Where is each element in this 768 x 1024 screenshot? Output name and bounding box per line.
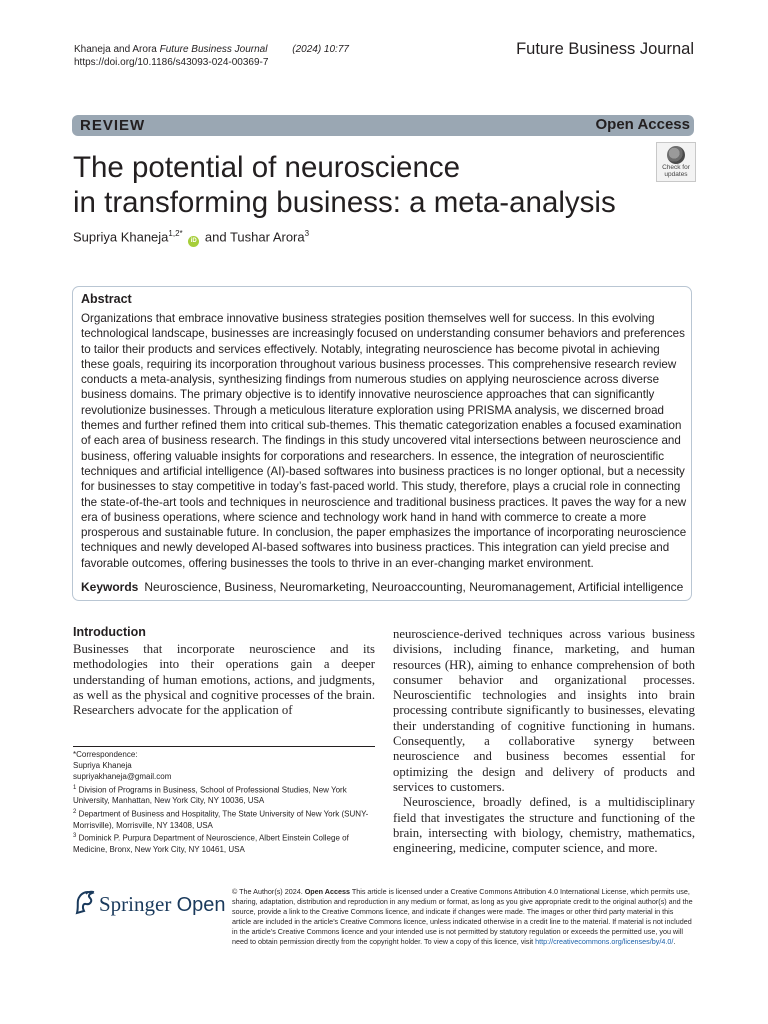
intro-paragraph-1: Businesses that incorporate neuroscience and its methodologies into their operations gain a deeper understanding of human emotions, actions, and judgments, as well as the physical and cognitive processes of the brain. Researchers advocate for the application of <box>73 642 375 718</box>
header-year-volume: (2024) 10:77 <box>292 44 349 55</box>
correspondence-email[interactable]: supriyakhaneja@gmail.com <box>73 772 172 782</box>
keywords-list: Neuroscience, Business, Neuromarketing, Neuroaccounting, Neuromanagement, Artificial intelligence <box>144 580 684 594</box>
springer-open-wordmark: Springer Open <box>99 892 226 916</box>
footnote-divider <box>73 746 375 747</box>
journal-name: Future Business Journal <box>516 40 694 58</box>
license-text: © The Author(s) 2024. Open Access This article is licensed under a Creative Commons Attribution 4.0 International License, which permits use, sharing, adaptation, distribution and reproduction in any medium or format, as long as you give appropriate credit to the original author(s) and the source, provide a link to the Creative Commons licence, and indicate if changes were made. The images or other third party material in this article are included in the article’s Creative Commons licence, unless indicated otherwise in a credit line to the material. If material is not included in the article’s Creative Commons licence and your intended use is not permitted by statutory regulation or exceeds the permitted use, you will need to obtain permission directly from the copyright holder. To view a copy of this licence, visit http://creativecommons.org/licenses/by/4.0/. <box>232 887 693 946</box>
footnotes <box>73 749 375 855</box>
keywords-label: Keywords <box>81 580 139 594</box>
body-column-right <box>393 627 695 856</box>
author-1-affiliations: 1,2* <box>168 229 183 238</box>
title-line-2: in transforming business: a meta-analysis <box>73 186 616 219</box>
license-open-access: Open Access <box>304 887 350 896</box>
correspondence-label: *Correspondence: <box>73 750 138 759</box>
open-access-label: Open Access <box>595 116 690 133</box>
intro-paragraph-2: Neuroscience, broadly defined, is a multidisciplinary field that investigates the structure and functioning of the brain, intersecting with biology, chemistry, mathematics, engineering, medicine, computer science, and more. <box>393 795 695 856</box>
keywords <box>81 580 687 594</box>
check-updates-label-1: Check for <box>662 164 690 171</box>
abstract-text: Organizations that embrace innovative business strategies position themselves well for success. In this evolving technological landscape, businesses are increasingly focused on understanding consumer behaviors and preferences to tailor their products and services effectively. Notably, integrating neuroscience has become pivotal in achieving these goals, requiring its incorporation throughout various business processes. This comprehensive research review conducts a meta-analysis, synthesizing findings from numerous studies on applying neuroscience across diverse business domains. The primary objective is to identify innovative neuroscience approaches that can significantly revolutionize businesses. Through a meticulous literature exploration using PRISMA analysis, we discerned broad themes and further refined them into critical sub-themes. This thematic categorization enables a focused examination of each area of business research. The findings in this study uncovered vital intersections between neuroscience and business, offering valuable insights for corporations and researchers. In essence, the integration of neuroscientific techniques and artificial intelligence (AI)-based softwares into business practices is no longer optional, but a necessity for businesses to stay competitive in today’s fast-paced world. This study, therefore, plays a crucial role in connecting the state-of-the-art tools and techniques in neuroscience and traditional business practices. It paves the way for a new era of business operations, where science and technology work hand in hand with commerce to create a more prosperous and sustainable future. In conclusion, the paper emphasizes the importance of incorporating neuroscience techniques and newly developed AI-based softwares into business practices. This integration can yield precise and favorable outcomes, offering businesses the tools to thrive in an ever-changing market environment. <box>81 312 687 570</box>
license-link[interactable]: http://creativecommons.org/licenses/by/4.0/ <box>535 936 674 946</box>
body-column-left <box>73 642 375 718</box>
author-1[interactable]: Supriya Khaneja <box>73 229 169 245</box>
check-updates-label-2: updates <box>664 171 688 178</box>
author-line <box>73 229 309 247</box>
article-title <box>73 150 633 220</box>
affiliation-2: $^2$ Department of Business and Hospitality, The State University of New York (SUNY-Morrisville), Morrisville, NY 13408, USA <box>73 808 369 830</box>
orcid-icon[interactable]: iD <box>188 236 199 247</box>
article-type-banner <box>72 115 694 136</box>
check-for-updates-button[interactable] <box>656 142 696 182</box>
header-journal: Future Business Journal <box>159 44 268 55</box>
abstract-heading: Abstract <box>81 292 132 306</box>
intro-paragraph-1-cont: neuroscience-derived techniques across various business divisions, including finance, marketing, and human resources (HR), aiming to enhance comprehension of both consumer behavior and organizational processes. Neuroscientific technologies and insights into brain processing contribute significantly to businesses, elevating their understanding of cognitive functioning in humans. Consequently, a collaborative synergy between neuroscience and business becomes essential for optimizing the design and delivery of products and services to customers. <box>393 627 695 794</box>
running-header <box>74 43 349 69</box>
article-type-label: REVIEW <box>80 117 146 134</box>
header-doi-link[interactable]: https://doi.org/10.1186/s43093-024-00369-7 <box>74 57 269 68</box>
author-2[interactable]: and Tushar Arora <box>204 229 305 245</box>
header-authors: Khaneja and Arora <box>74 44 157 55</box>
author-2-affiliations: 3 <box>304 229 310 238</box>
affiliation-3: $^3$ Dominick P. Purpura Department of Neuroscience, Albert Einstein College of Medicine, Bronx, New York City, NY 10461, USA <box>73 832 349 854</box>
springer-open-logo <box>73 889 226 920</box>
check-updates-icon <box>667 146 685 164</box>
introduction-heading: Introduction <box>73 625 146 639</box>
title-line-1: The potential of neuroscience <box>73 151 461 184</box>
correspondence-name: Supriya Khaneja <box>73 761 132 771</box>
springer-horse-icon <box>73 889 97 920</box>
affiliation-1: $^1$ Division of Programs in Business, School of Professional Studies, New York University, Manhattan, New York City, NY 10036, USA <box>73 784 347 806</box>
